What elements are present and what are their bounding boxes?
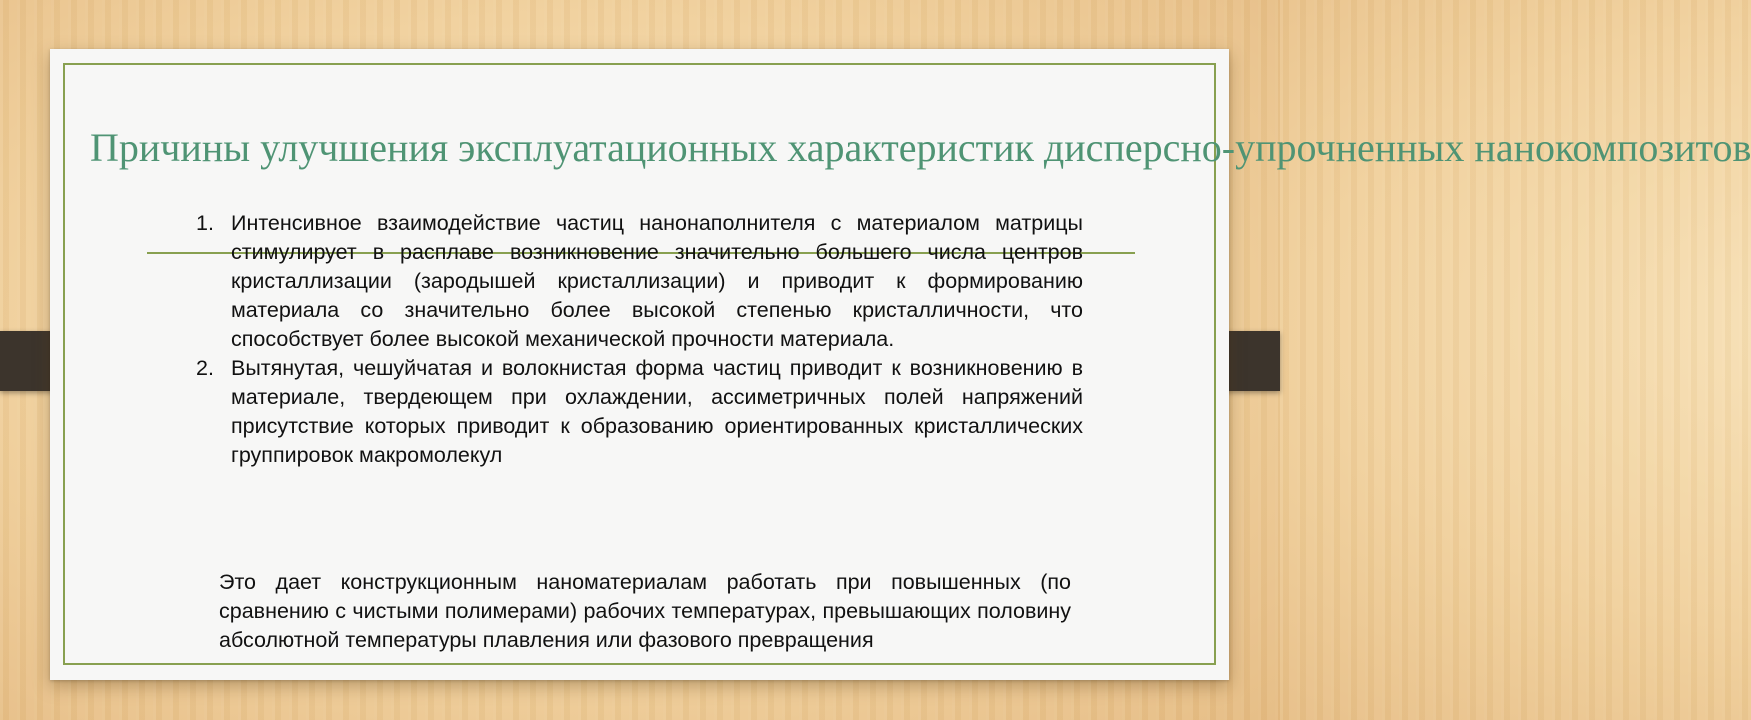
- reason-number-1: 1.: [196, 211, 214, 235]
- slide-title: Причины улучшения эксплуатационных характеристик дисперсно-упрочненных нанокомпозитов: [90, 125, 1751, 170]
- reason-number-2: 2.: [196, 356, 214, 380]
- reason-text-1: Интенсивное взаимодействие частиц нанонаполнителя с материалом матрицы стимулирует в расплаве возникновение значительно большего числа центров кристаллизации (зародышей кристаллизации) и приводит к формированию материала со значительно более высокой степенью кристалличности, что способствует более высокой механической прочности материала.: [231, 211, 1083, 351]
- conclusion-paragraph: Это дает конструкционным наноматериалам работать при повышенных (по сравнению с чистыми полимерами) рабочих температурах, превышающих половину абсолютной температуры плавления или фазового превращения: [219, 570, 1071, 652]
- reason-item-1: [185, 209, 1083, 354]
- reasons-list: [185, 209, 1083, 470]
- reason-item-2: [185, 354, 1083, 470]
- reason-text-2: Вытянутая, чешуйчатая и волокнистая форма частиц приводит к возникновению в материале, твердеющем при охлаждении, ассиметричных полей напряжений присутствие которых приводит к образованию ориентированных кристаллических группировок макромолекул: [231, 356, 1083, 467]
